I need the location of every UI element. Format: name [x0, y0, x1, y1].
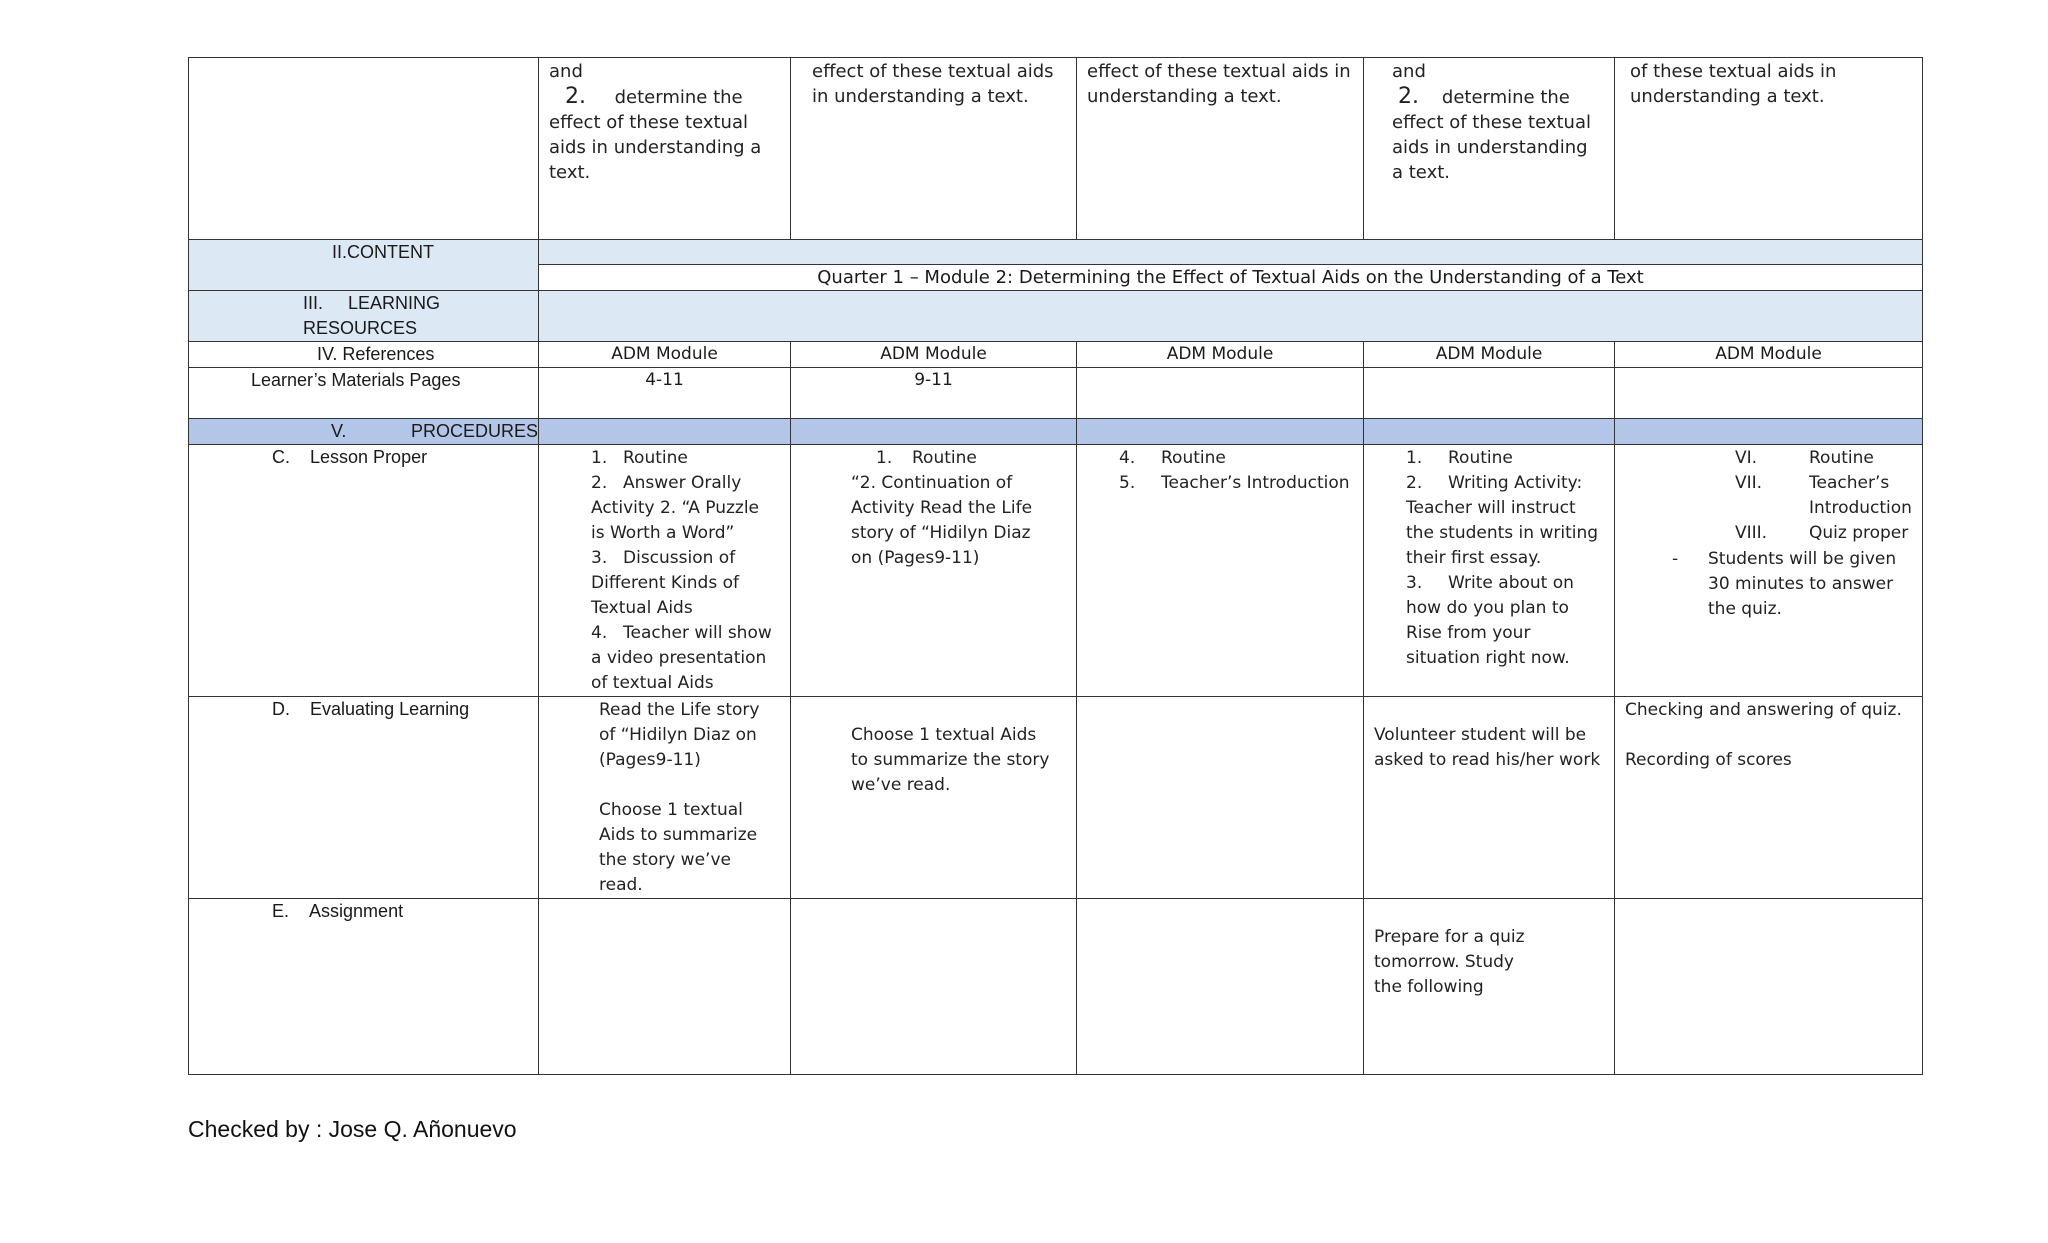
- lesson-list-item: [1119, 446, 1353, 471]
- evaluating-col-4: [1364, 697, 1615, 899]
- lesson-list-item: [591, 471, 772, 496]
- references-row: [189, 342, 1923, 368]
- evaluating-label-cell: [189, 697, 539, 899]
- lesson-list-item: Teacher will instruct the students in writing their first essay.: [1406, 498, 1599, 568]
- objective-text: and: [549, 61, 583, 82]
- evaluating-col-5: [1615, 697, 1923, 899]
- objective-number: 2.: [1398, 84, 1419, 109]
- lesson-list-item: [1406, 471, 1608, 496]
- lm-pages-col-1: [539, 368, 791, 419]
- lesson-list-item: Activity 2. “A Puzzle is Worth a Word”: [591, 498, 760, 543]
- lesson-item: Routine: [1161, 448, 1226, 468]
- lesson-list-item: how do you plan to Rise from your situation right now.: [1406, 598, 1570, 668]
- checked-by: Checked by : Jose Q. Añonuevo: [188, 1116, 517, 1142]
- lesson-letter: C.: [272, 447, 290, 467]
- lesson-item: Writing Activity:: [1448, 473, 1583, 493]
- objective-text: and: [1392, 61, 1426, 82]
- reference-value: ADM Module: [611, 344, 718, 364]
- evaluating-text: Choose 1 textual Aids to summarize the story we’ve read.: [851, 725, 1050, 795]
- lm-pages-col-4: [1364, 368, 1615, 419]
- assignment-col-1: [539, 899, 791, 1075]
- module-title-cell: [539, 265, 1923, 291]
- evaluating-col-2: [791, 697, 1077, 899]
- lesson-number: VII.: [1735, 473, 1763, 493]
- evaluating-letter: D.: [272, 699, 290, 719]
- lesson-col-1: [539, 445, 791, 697]
- evaluating-text: Volunteer student will be asked to read his/her work: [1374, 725, 1601, 770]
- lesson-list-item: [591, 621, 772, 646]
- content-row: [189, 240, 1923, 265]
- assignment-text: Prepare for a quiz tomorrow. Study the following: [1374, 927, 1525, 997]
- references-col-1: [539, 342, 791, 368]
- lesson-list-item: Different Kinds of Textual Aids: [591, 573, 739, 618]
- lesson-col-3: [1077, 445, 1364, 697]
- objective-text: determine the: [1441, 87, 1570, 108]
- evaluating-col-1: [539, 697, 791, 899]
- lesson-plan-table: [188, 57, 1923, 1075]
- objective-text: effect of these textual aids in understanding a text.: [549, 112, 762, 183]
- lesson-number: 5.: [1119, 473, 1136, 493]
- lesson-list-item: a video presentation of textual Aids: [591, 648, 767, 693]
- procedures-row: [189, 419, 1923, 445]
- lm-pages-label-cell: [189, 368, 539, 419]
- lesson-list-item: [591, 446, 772, 471]
- lesson-list-item: [1406, 571, 1608, 596]
- procedures-blank: [1615, 419, 1923, 445]
- lesson-number: VI.: [1735, 448, 1758, 468]
- lesson-proper-row: [189, 445, 1923, 697]
- lesson-list-item: [1735, 521, 1912, 546]
- lesson-col-5: [1615, 445, 1923, 697]
- lesson-list-item: [1735, 471, 1912, 521]
- lesson-list-item: [1119, 471, 1353, 496]
- objective-text: effect of these textual aids in understanding a text.: [812, 61, 1054, 107]
- objectives-col-3: [1077, 58, 1364, 240]
- resources-label: LEARNING RESOURCES: [303, 293, 441, 338]
- procedures-blank: [1077, 419, 1364, 445]
- evaluating-col-3: [1077, 697, 1364, 899]
- lm-pages-value: 9-11: [914, 370, 953, 390]
- assignment-col-5: [1615, 899, 1923, 1075]
- lesson-label: Lesson Proper: [310, 447, 428, 467]
- references-col-4: [1364, 342, 1615, 368]
- lesson-item: Quiz proper: [1809, 523, 1909, 543]
- lesson-col-2: [791, 445, 1077, 697]
- lesson-number: 1.: [1406, 448, 1423, 468]
- assignment-row: [189, 899, 1923, 1075]
- lesson-number: VIII.: [1735, 523, 1768, 543]
- objectives-col-4: [1364, 58, 1615, 240]
- evaluating-text: Checking and answering of quiz.: [1625, 700, 1902, 720]
- bullet-dash: -: [1672, 549, 1679, 569]
- references-label-cell: [189, 342, 539, 368]
- lesson-proper-label-cell: [189, 445, 539, 697]
- procedures-label: PROCEDURES: [410, 421, 538, 441]
- lesson-item: Answer Orally: [623, 473, 742, 493]
- lesson-number: 4.: [1119, 448, 1136, 468]
- evaluating-row: [189, 697, 1923, 899]
- lm-pages-col-3: [1077, 368, 1364, 419]
- content-label: II.CONTENT: [332, 242, 434, 262]
- objective-text: effect of these textual aids in understanding a text.: [1392, 112, 1591, 183]
- resources-blank-cell: [539, 291, 1923, 342]
- lesson-col-4: [1364, 445, 1615, 697]
- reference-value: ADM Module: [1435, 344, 1543, 364]
- procedures-blank: [1364, 419, 1615, 445]
- assignment-label: Assignment: [309, 901, 404, 921]
- lesson-item: Routine: [912, 448, 977, 468]
- lesson-number: 2.: [1406, 473, 1423, 493]
- content-label-cell: [189, 240, 539, 291]
- objective-number: 2.: [565, 84, 586, 109]
- procedures-number: V.: [331, 421, 347, 441]
- lesson-number: 3.: [591, 548, 608, 568]
- lesson-number: 1.: [876, 448, 893, 468]
- assignment-col-3: [1077, 899, 1364, 1075]
- references-col-3: [1077, 342, 1364, 368]
- lm-pages-value: 4-11: [645, 370, 684, 390]
- evaluating-text: Read the Life story of “Hidilyn Diaz on (Pages9-11): [599, 700, 760, 770]
- lesson-number: 1.: [591, 448, 608, 468]
- lesson-item: Write about on: [1448, 573, 1574, 593]
- objectives-col-5: [1615, 58, 1923, 240]
- lesson-item: Routine: [1448, 448, 1513, 468]
- lesson-item: Routine: [1809, 448, 1874, 468]
- lesson-list-item: [591, 546, 772, 571]
- objectives-col-2: [791, 58, 1077, 240]
- assignment-letter: E.: [272, 901, 290, 921]
- resources-number: III.: [303, 293, 324, 313]
- lesson-item: Teacher’s Introduction: [1809, 473, 1912, 518]
- lesson-item: Students will be given 30 minutes to answer the quiz.: [1708, 549, 1897, 619]
- procedures-label-cell: [189, 419, 539, 445]
- lesson-number: 2.: [591, 473, 608, 493]
- lm-pages-col-5: [1615, 368, 1923, 419]
- objectives-col-1: [539, 58, 791, 240]
- module-title: Quarter 1 – Module 2: Determining the Effect of Textual Aids on the Understanding of a Text: [817, 267, 1644, 288]
- reference-value: ADM Module: [1166, 344, 1274, 364]
- lesson-item: “2. Continuation of Activity Read the Life story of “Hidilyn Diaz on (Pages9-11): [851, 473, 1033, 568]
- lesson-list-item: [1406, 446, 1608, 471]
- references-col-5: [1615, 342, 1923, 368]
- lesson-list-item: [1735, 446, 1912, 471]
- content-blank-cell: [539, 240, 1923, 265]
- references-label: IV. References: [317, 344, 435, 364]
- lesson-item: Discussion of: [623, 548, 736, 568]
- assignment-label-cell: [189, 899, 539, 1075]
- references-col-2: [791, 342, 1077, 368]
- procedures-blank: [539, 419, 791, 445]
- procedures-blank: [791, 419, 1077, 445]
- resources-row: [189, 291, 1923, 342]
- objectives-row: [189, 58, 1923, 240]
- evaluating-label: Evaluating Learning: [310, 699, 470, 719]
- lesson-item: Teacher’s Introduction: [1161, 473, 1350, 493]
- lm-pages-row: [189, 368, 1923, 419]
- assignment-col-4: [1364, 899, 1615, 1075]
- lesson-number: 3.: [1406, 573, 1423, 593]
- lesson-item: Routine: [623, 448, 688, 468]
- evaluating-text: Choose 1 textual Aids to summarize the story we’ve read.: [599, 800, 758, 895]
- objective-text: effect of these textual aids in understanding a text.: [1087, 61, 1351, 107]
- reference-value: ADM Module: [1715, 344, 1822, 364]
- objective-text: of these textual aids in understanding a text.: [1630, 61, 1837, 107]
- lm-pages-label: Learner’s Materials Pages: [251, 370, 461, 390]
- objective-text: determine the: [614, 87, 743, 108]
- assignment-col-2: [791, 899, 1077, 1075]
- reference-value: ADM Module: [880, 344, 987, 364]
- lesson-number: 4.: [591, 623, 608, 643]
- evaluating-text: Recording of scores: [1625, 750, 1792, 770]
- lesson-item: Teacher will show: [623, 623, 772, 643]
- resources-label-cell: [189, 291, 539, 342]
- objectives-label-cell: [189, 58, 539, 240]
- lm-pages-col-2: [791, 368, 1077, 419]
